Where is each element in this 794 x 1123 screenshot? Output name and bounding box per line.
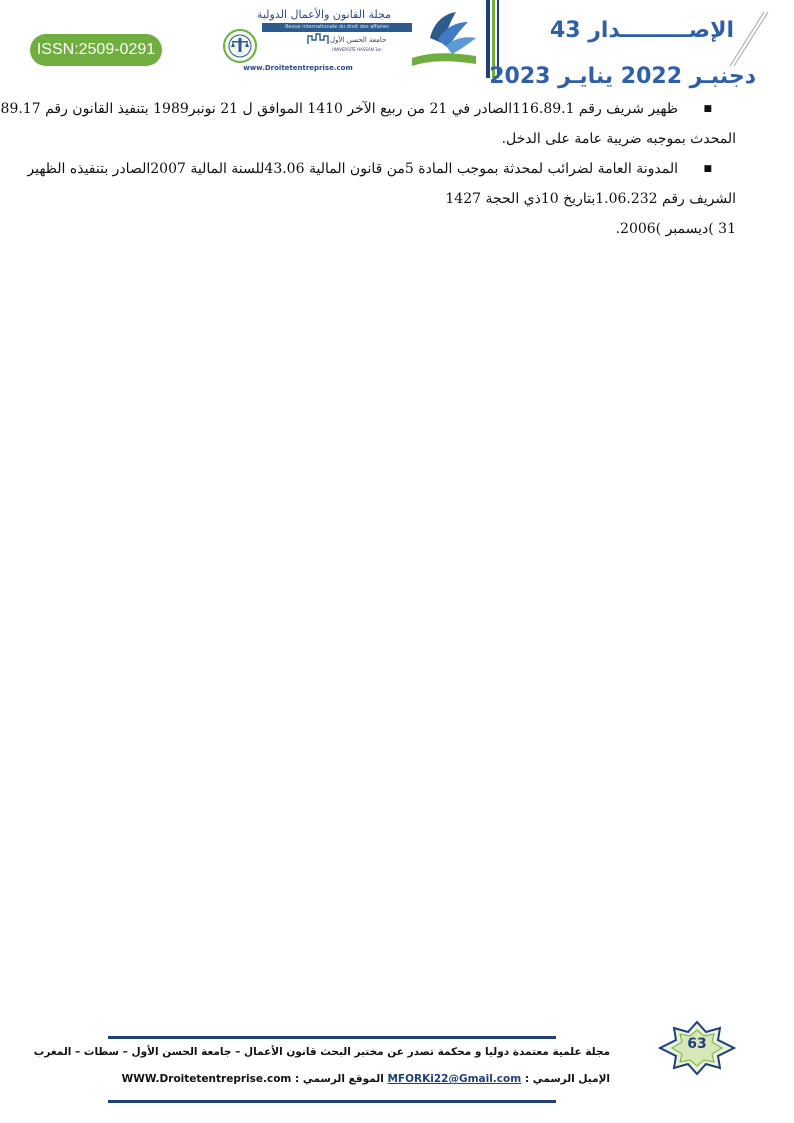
issue-date: دجنبـر 2022 ينايـر 2023 bbox=[489, 64, 756, 89]
footer-journal-info: مجلة علمية معتمدة دوليا و محكمة تصدر عن مختبر البحث قانون الأعمال – جامعة الحسن الأول – سطات – المغرب bbox=[33, 1046, 610, 1058]
reference-text: المدونة العامة لضرائب لمحدثة بموجب المادة 5من قانون المالية 43.06للسنة المالية 2007الصادر بتنفيذه الظهير bbox=[27, 161, 678, 177]
reference-item bbox=[27, 154, 736, 184]
journal-logo bbox=[214, 6, 482, 74]
issue-number: الإصـــــــــدار 43 bbox=[549, 18, 734, 43]
journal-name-fr: Revue internationale du droit des affaires bbox=[262, 23, 412, 32]
reference-text: المحدث بموجبه ضريبة عامة على الدخل. bbox=[501, 131, 736, 147]
reference-continuation bbox=[56, 184, 736, 244]
issn-badge bbox=[30, 34, 162, 66]
page-body bbox=[0, 94, 736, 244]
reference-text: 31 )ديسمبر )2006. bbox=[615, 221, 736, 237]
university-name-fr: UNIVERSITÉ HASSAN 1er bbox=[332, 47, 382, 52]
site-link[interactable]: WWW.Droitetentreprise.com bbox=[121, 1073, 292, 1085]
university-logo-icon bbox=[306, 32, 332, 46]
reference-text: ظهير شريف رقم 116.89.1الصادر في 21 من ربيع الآخر 1410 الموافق ل 21 نونبر1989 بتنفيذ القانون رقم 89.17 bbox=[0, 101, 678, 117]
journal-url: www.Droitetentreprise.com bbox=[243, 64, 353, 72]
header-accent-line bbox=[730, 10, 770, 70]
journal-seal-icon bbox=[222, 28, 258, 64]
page-number: 63 bbox=[687, 1036, 707, 1052]
university-name-ar: جامعة الحسن الأول bbox=[330, 36, 387, 44]
site-label: الموقع الرسمي : bbox=[295, 1073, 384, 1085]
bullet-square-icon: ■ bbox=[703, 104, 712, 114]
footer-rule-bottom bbox=[108, 1100, 556, 1103]
bullet-square-icon: ■ bbox=[703, 164, 712, 174]
footer-contact bbox=[110, 1073, 610, 1085]
reference-continuation bbox=[56, 124, 736, 154]
footer-rule-top bbox=[108, 1036, 556, 1039]
email-link[interactable]: MFORKi22@Gmail.com bbox=[387, 1073, 522, 1085]
journal-name-ar: مجلة القانون والأعمال الدولية bbox=[256, 8, 392, 21]
email-label: الإميل الرسمي : bbox=[524, 1073, 610, 1085]
reference-item bbox=[0, 94, 736, 124]
open-book-icon bbox=[410, 8, 480, 70]
issn-text: ISSN:2509-0291 bbox=[36, 41, 156, 58]
reference-text: الشريف رقم 1.06.232بتاريخ 10ذي الحجة 1427 bbox=[445, 191, 736, 207]
